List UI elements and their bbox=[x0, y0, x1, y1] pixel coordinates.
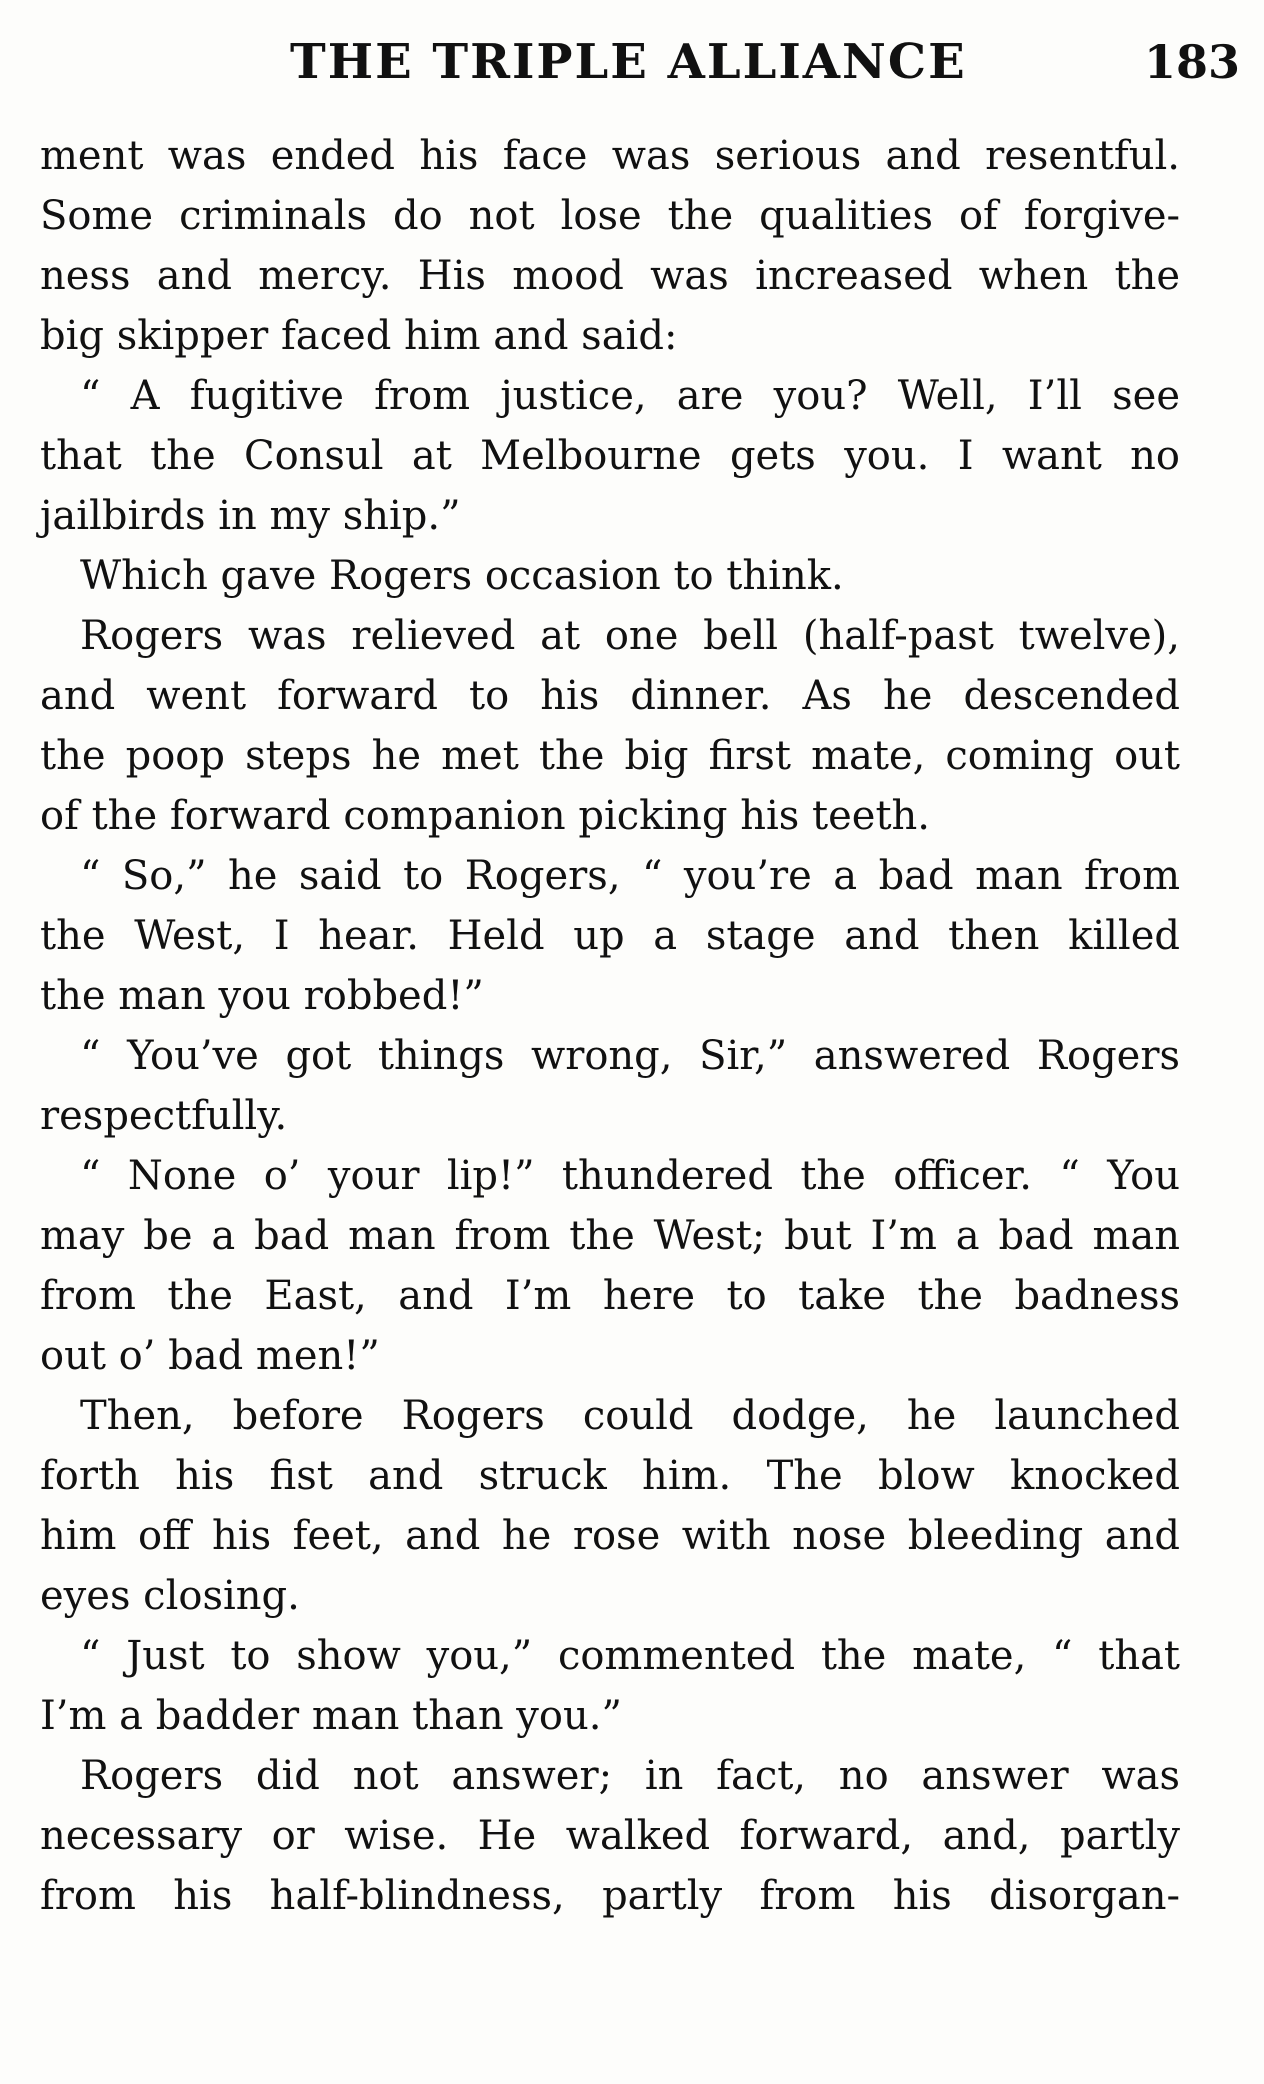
text-line: Rogers was relieved at one bell (half-past twelve), bbox=[80, 613, 1180, 659]
running-title: THE TRIPLE ALLIANCE bbox=[290, 34, 967, 90]
text-line: the man you robbed!” bbox=[40, 973, 484, 1019]
text-line: him off his feet, and he rose with nose bleeding and bbox=[40, 1513, 1180, 1559]
text-line: forth his fist and struck him. The blow knocked bbox=[40, 1453, 1180, 1499]
running-header bbox=[40, 22, 1240, 92]
text-line: from his half-blindness, partly from his disorgan- bbox=[40, 1873, 1180, 1919]
text-line: eyes closing. bbox=[40, 1573, 300, 1619]
text-line: the West, I hear. Held up a stage and then killed bbox=[40, 913, 1180, 959]
page-number: 183 bbox=[1143, 35, 1240, 89]
text-line: and went forward to his dinner. As he descended bbox=[40, 673, 1180, 719]
text-line: may be a bad man from the West; but I’m a bad man bbox=[40, 1213, 1180, 1259]
text-line: of the forward companion picking his teeth. bbox=[40, 793, 931, 839]
text-line: necessary or wise. He walked forward, and, partly bbox=[40, 1813, 1180, 1859]
text-line: big skipper faced him and said: bbox=[40, 313, 678, 359]
text-line: “ So,” he said to Rogers, “ you’re a bad man from bbox=[80, 853, 1180, 899]
text-line: ness and mercy. His mood was increased when the bbox=[40, 253, 1180, 299]
text-line: Rogers did not answer; in fact, no answer was bbox=[80, 1753, 1180, 1799]
text-line: jailbirds in my ship.” bbox=[40, 493, 461, 539]
text-line: out o’ bad men!” bbox=[40, 1333, 380, 1379]
text-line: I’m a badder man than you.” bbox=[40, 1693, 622, 1739]
text-line: “ None o’ your lip!” thundered the officer. “ You bbox=[80, 1153, 1180, 1199]
text-line: the poop steps he met the big first mate, coming out bbox=[40, 733, 1180, 779]
text-line: “ A fugitive from justice, are you? Well, I’ll see bbox=[80, 373, 1180, 419]
text-line: Some criminals do not lose the qualities of forgive- bbox=[40, 193, 1180, 239]
text-line: “ Just to show you,” commented the mate, “ that bbox=[80, 1633, 1180, 1679]
text-line: from the East, and I’m here to take the badness bbox=[40, 1273, 1180, 1319]
text-line: Then, before Rogers could dodge, he launched bbox=[80, 1393, 1180, 1439]
text-line: respectfully. bbox=[40, 1093, 288, 1139]
text-line: Which gave Rogers occasion to think. bbox=[80, 553, 844, 599]
text-line: that the Consul at Melbourne gets you. I want no bbox=[40, 433, 1180, 479]
text-line: “ You’ve got things wrong, Sir,” answered Rogers bbox=[80, 1033, 1180, 1079]
text-line: ment was ended his face was serious and resentful. bbox=[40, 133, 1180, 179]
